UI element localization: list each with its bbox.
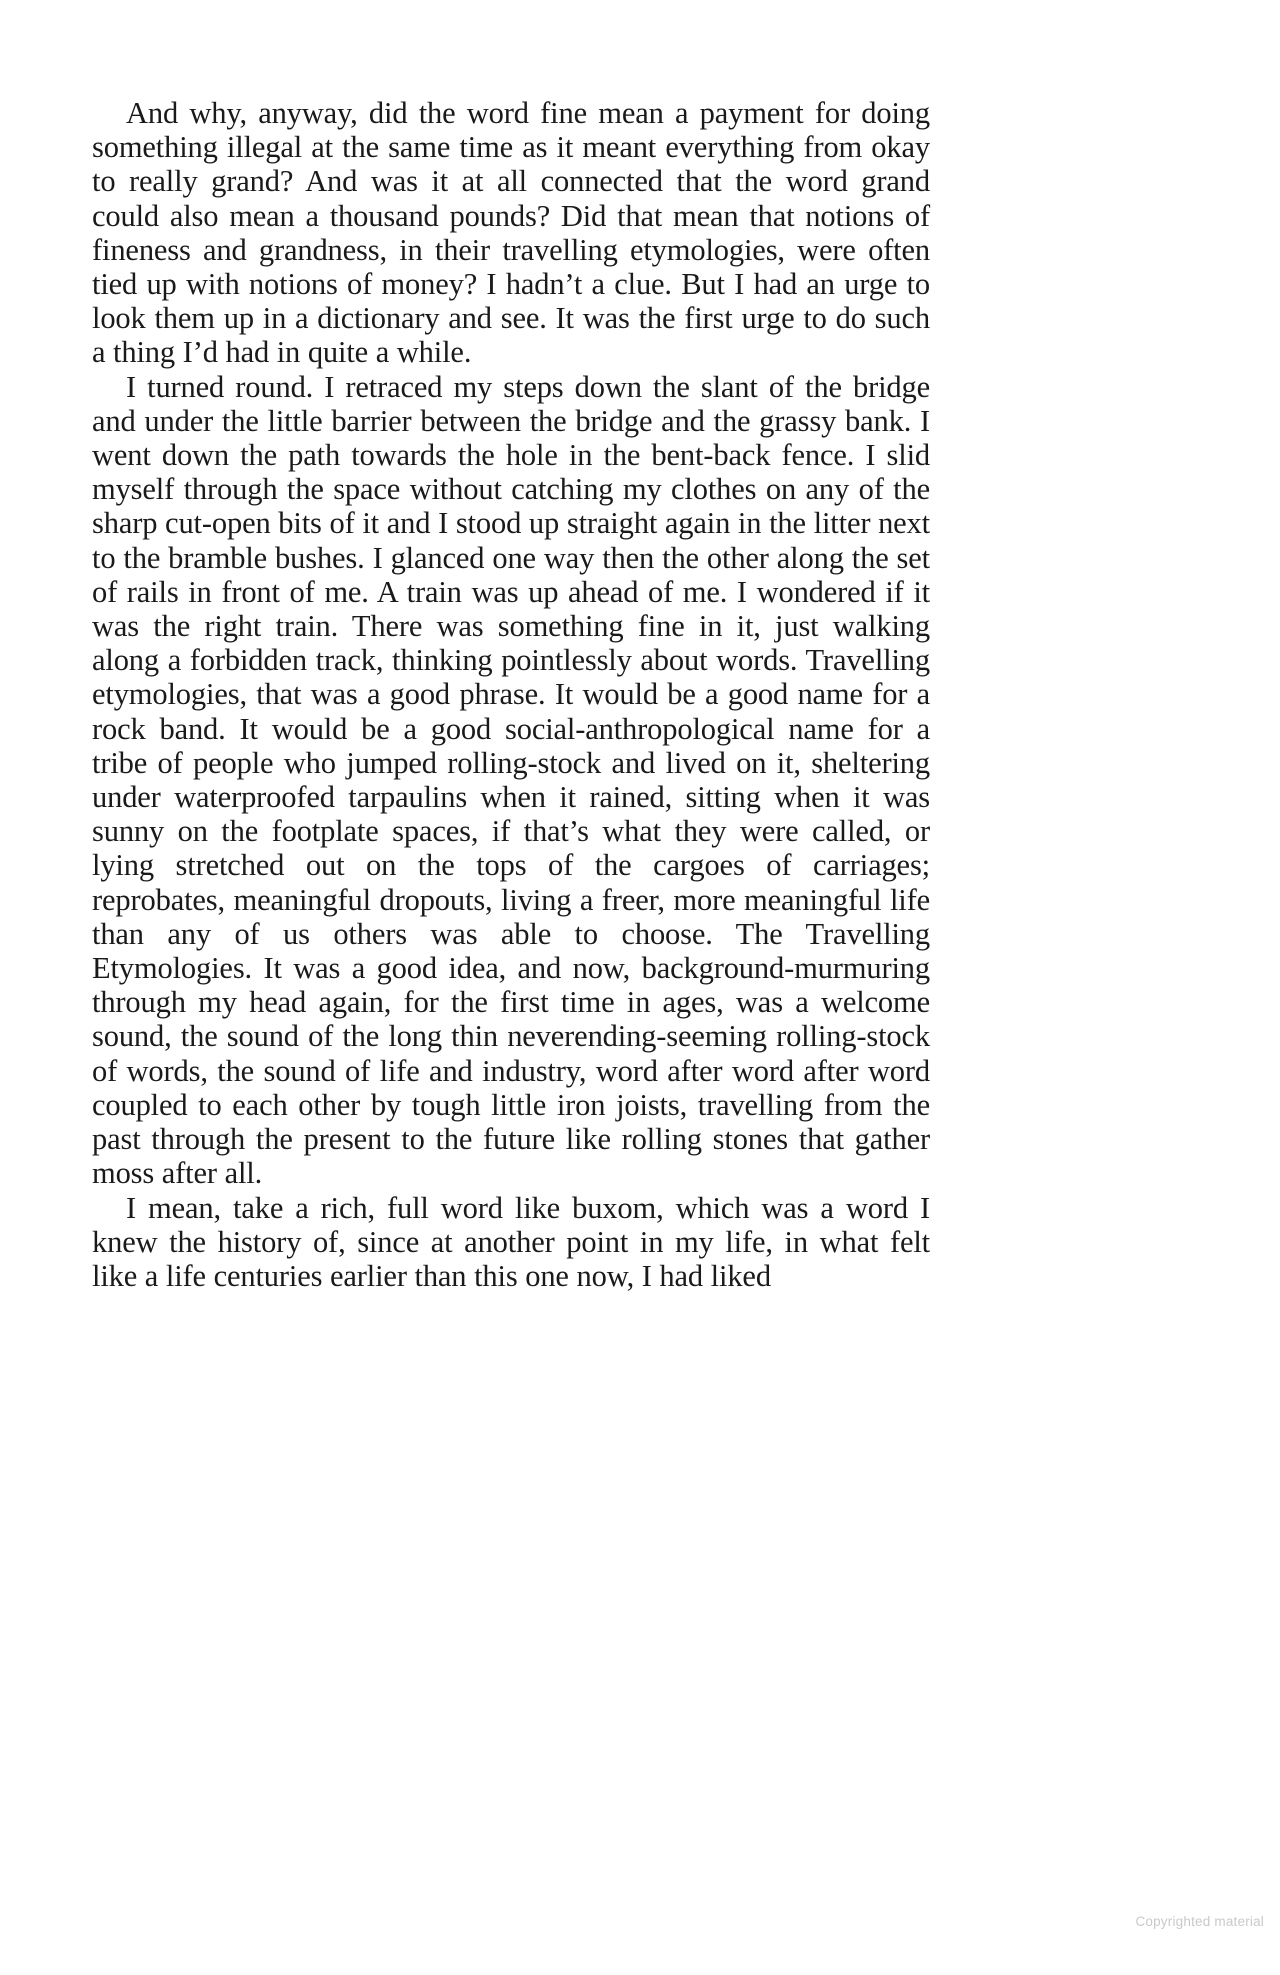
paragraph: I turned round. I retraced my steps down the slant of the bridge and under the little barrier between the bridge and the grassy bank. I went down the path towards the hole in the bent-back fence. I slid myself through the space without catching my clothes on any of the sharp cut-open bits of it and I stood up straight again in the litter next to the bramble bushes. I glanced one way then the other along the set of rails in front of me. A train was up ahead of me. I wondered if it was the right train. There was something fine in it, just walking along a forbidden track, thinking pointlessly about words. Travelling etymologies, that was a good phrase. It would be a good name for a rock band. It would be a good social-anthropological name for a tribe of people who jumped rolling-stock and lived on it, sheltering under waterproofed tarpaulins when it rained, sitting when it was sunny on the footplate spaces, if that’s what they were called, or lying stretched out on the tops of the cargoes of carriages; reprobates, meaningful dropouts, living a freer, more meaningful life than any of us others was able to choose. The Travelling Etymologies. It was a good idea, and now, background-murmuring through my head again, for the first time in ages, was a welcome sound, the sound of the long thin neverending-seeming rolling-stock of words, the sound of life and industry, word after word after word coupled to each other by tough little iron joists, travelling from the past through the present to the future like rolling stones that gather moss after all. <box>92 369 930 1191</box>
paragraph: I mean, take a rich, full word like buxom, which was a word I knew the history of, since at another point in my life, in what felt like a life centuries earlier than this one now, I had liked <box>92 1190 930 1293</box>
page-text-block <box>92 96 930 1293</box>
copyright-watermark: Copyrighted material <box>1135 1914 1264 1929</box>
paragraph: And why, anyway, did the word fine mean a payment for doing something illegal at the same time as it meant everything from okay to really grand? And was it at all connected that the word grand could also mean a thousand pounds? Did that mean that notions of fineness and grandness, in their travelling etymologies, were often tied up with notions of money? I hadn’t a clue. But I had an urge to look them up in a dictionary and see. It was the first urge to do such a thing I’d had in quite a while. <box>92 96 930 370</box>
